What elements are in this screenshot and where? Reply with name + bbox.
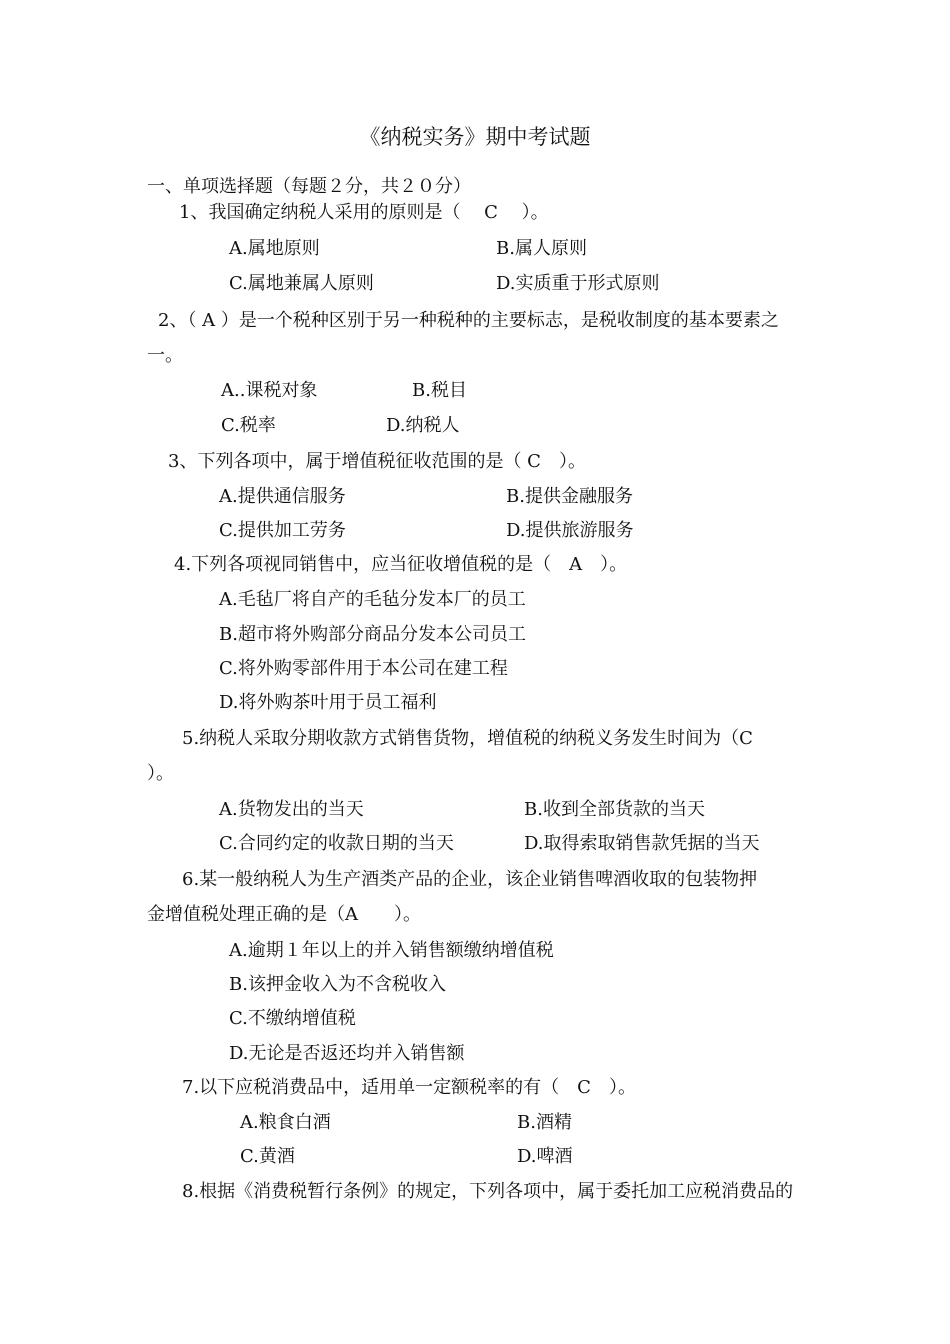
question-7-option-d: D.啤酒 [517,1146,573,1167]
question-5-option-d: D.取得索取销售款凭据的当天 [524,833,760,854]
page-title: 《纳税实务》期中考试题 [359,125,591,149]
question-6-option-b: B.该押金收入为不含税收入 [229,974,446,995]
question-6-option-d: D.无论是否返还均并入销售额 [229,1043,465,1064]
question-2-stem-line-1: 2、（ A ）是一个税种区别于另一种税种的主要标志，是税收制度的基本要素之 [158,310,779,331]
question-2-option-c: C.税率 [221,415,276,436]
question-6-stem-line-2: 金增值税处理正确的是（A ）。 [147,904,421,925]
question-1-option-b: B.属人原则 [496,238,587,259]
question-1-stem: 1、我国确定纳税人采用的原则是（ C ）。 [179,202,549,223]
question-1-option-d: D.实质重于形式原则 [496,273,660,294]
question-7-option-a: A.粮食白酒 [240,1112,331,1133]
question-5-stem-line-1: 5.纳税人采取分期收款方式销售货物，增值税的纳税义务发生时间为（C [182,728,753,749]
question-5-option-b: B.收到全部货款的当天 [524,799,705,820]
question-5-option-c: C.合同约定的收款日期的当天 [219,833,454,854]
question-3-stem: 3、下列各项中，属于增值税征收范围的是（ C ）。 [168,451,586,472]
question-3-option-c: C.提供加工劳务 [219,520,346,541]
question-3-option-d: D.提供旅游服务 [506,520,634,541]
question-3-option-a: A.提供通信服务 [219,486,346,507]
question-2-option-a: A..课税对象 [221,380,318,401]
question-5-option-a: A.货物发出的当天 [219,799,364,820]
question-4-option-d: D.将外购茶叶用于员工福利 [219,692,437,713]
question-7-option-b: B.酒精 [517,1112,572,1133]
question-1-option-c: C.属地兼属人原则 [229,273,374,294]
question-3-option-b: B.提供金融服务 [506,486,633,507]
question-6-option-c: C.不缴纳增值税 [229,1008,356,1029]
question-6-stem-line-1: 6.某一般纳税人为生产酒类产品的企业，该企业销售啤酒收取的包装物押 [182,869,758,890]
question-7-option-c: C.黄酒 [240,1146,295,1167]
question-4-option-b: B.超市将外购部分商品分发本公司员工 [219,624,526,645]
question-5-stem-line-2: ）。 [147,763,174,784]
question-2-stem-line-2: 一。 [147,345,183,366]
section-heading: 一、单项选择题（每题２分，共２０分） [147,176,471,197]
question-2-option-b: B.税目 [412,380,467,401]
question-2-option-d: D.纳税人 [386,415,460,436]
question-4-option-c: C.将外购零部件用于本公司在建工程 [219,658,508,679]
question-4-option-a: A.毛毡厂将自产的毛毡分发本厂的员工 [219,589,526,610]
question-1-option-a: A.属地原则 [229,238,320,259]
question-4-stem: 4.下列各项视同销售中，应当征收增值税的是（ A ）。 [174,554,628,575]
question-6-option-a: A.逾期１年以上的并入销售额缴纳增值税 [229,940,554,961]
question-8-stem: 8.根据《消费税暂行条例》的规定，下列各项中，属于委托加工应税消费品的 [182,1181,794,1202]
question-7-stem: 7.以下应税消费品中，适用单一定额税率的有（ C ）。 [182,1077,636,1098]
